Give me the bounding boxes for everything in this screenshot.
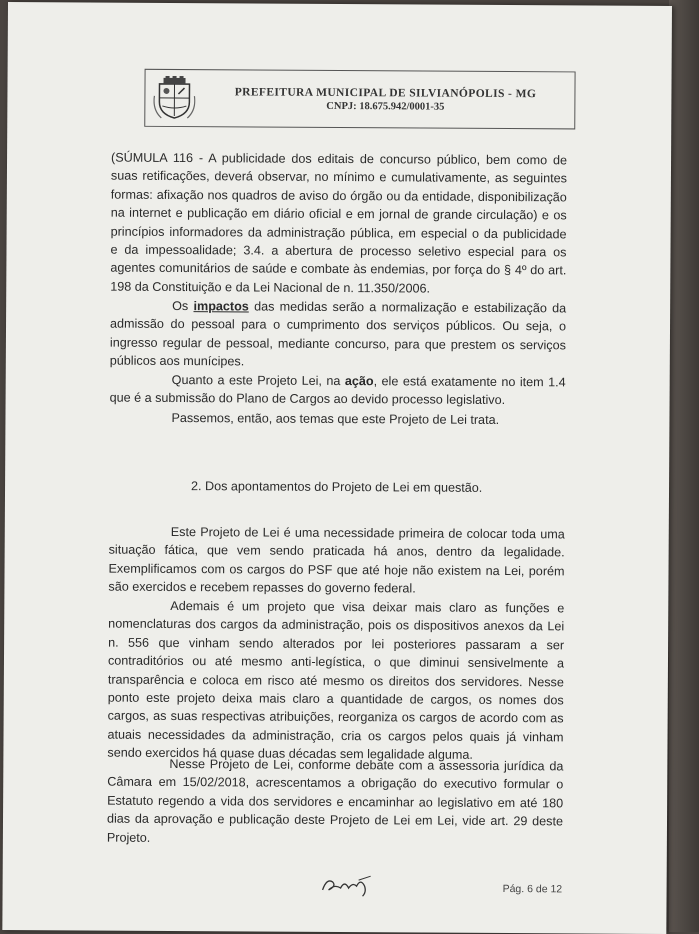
text-line: e da impessoalidade; 3.4. a abertura de processo seletivo especial para os: [110, 241, 566, 262]
text-line: suas retificações, deverá observar, no mínimo e cumulativamente, as seguintes: [111, 167, 567, 188]
text-run: Quanto a este Projeto Lei, na: [172, 373, 345, 388]
paragraph-passemos: Passemos, então, aos temas que este Projeto de Lei trata.: [109, 409, 565, 430]
text-line: 198 da Constituição e da Lei Nacional de n. 11.350/2006.: [110, 277, 566, 298]
text-line: princípios informadores da administração pública, em especial o da publicidade: [111, 222, 567, 243]
desk-background: [669, 0, 699, 932]
text-line: (SÚMULA 116 - A publicidade dos editais de concurso público, bem como de: [111, 149, 567, 170]
text-run: Os: [172, 299, 193, 313]
paragraph-sumula: [110, 149, 567, 299]
paragraph-ademais: Ademais é um projeto que visa deixar mais claro as funções e nomenclaturas dos cargos da administração, pois os dispositivos anexos da Lei n. 556 que vinham sendo alterados por lei posteriores passaram a ser contraditórios ou até mesmo anti-legística, o que diminui sensivelmente a transparência e coloca em risco até mesmo os direitos dos servidores. Nesse ponto este projeto deixa mais claro a quantidade de cargos, os nomes dos cargos, as suas respectivas atribuições, reorganiza os cargos de acordo com as atuais necessidades da administração, cria os cargos pelos quais já vinham sendo exercidos há quase duas décadas sem legalidade alguma.: [107, 597, 564, 765]
paragraph-estatuto: Nesse Projeto de Lei, conforme debate com a assessoria jurídica da Câmara em 15/02/2018, acrescentamos a obrigação do executivo formular o Estatuto regendo a vida dos servidores e encaminhar ao legislativo em até 180 dias da aprovação e publicação deste Projeto de Lei em Lei, vide art. 29 deste Projeto.: [107, 755, 564, 850]
text-line: na internet e publicação em diário oficial e em jornal de grande circulação) e os: [111, 204, 567, 225]
bold-term-impactos: impactos: [193, 299, 248, 313]
bold-term-acao: ação: [345, 374, 374, 388]
text-line: agentes comunitários de saúde e combate às endemias, por força do § 4º do art.: [110, 259, 566, 280]
municipal-crest-icon: [153, 76, 195, 120]
text-run: , ele está exatamente no item 1.4 que é a submissão do Plano de Cargos ao devido processo legislativo.: [110, 374, 566, 407]
paragraph-necessidade: Este Projeto de Lei é uma necessidade primeira de colocar toda uma situação fática, que vem sendo praticada há anos, dentro da legalidade. Exemplificamos com os cargos do PSF que até hoje não existem na Lei, porém são exercidos e recebem repasses do governo federal.: [108, 523, 564, 599]
text-run: das medidas serão a normalização e estabilização da admissão do pessoal para o cumprimento dos serviços públicos. Ou seja, o ingresso regular de pessoal, mediante concurso, para que prestem os serviços públicos aos munícipes.: [110, 299, 566, 368]
signature-icon: [319, 872, 379, 898]
section-heading: 2. Dos apontamentos do Projeto de Lei em questão.: [191, 479, 482, 495]
paragraph-impactos: [110, 297, 566, 373]
paragraph-acao: [110, 371, 566, 411]
cnpj-number: CNPJ: 18.675.942/0001-35: [205, 100, 565, 113]
text-line: formas: afixação nos quadros de aviso do órgão ou da entidade, disponibilização: [111, 185, 567, 206]
letterhead: [144, 69, 575, 130]
municipality-title: PREFEITURA MUNICIPAL DE SILVIANÓPOLIS - MG: [205, 86, 565, 100]
page-number: Pág. 6 de 12: [503, 883, 563, 895]
document-page: [2, 2, 672, 934]
